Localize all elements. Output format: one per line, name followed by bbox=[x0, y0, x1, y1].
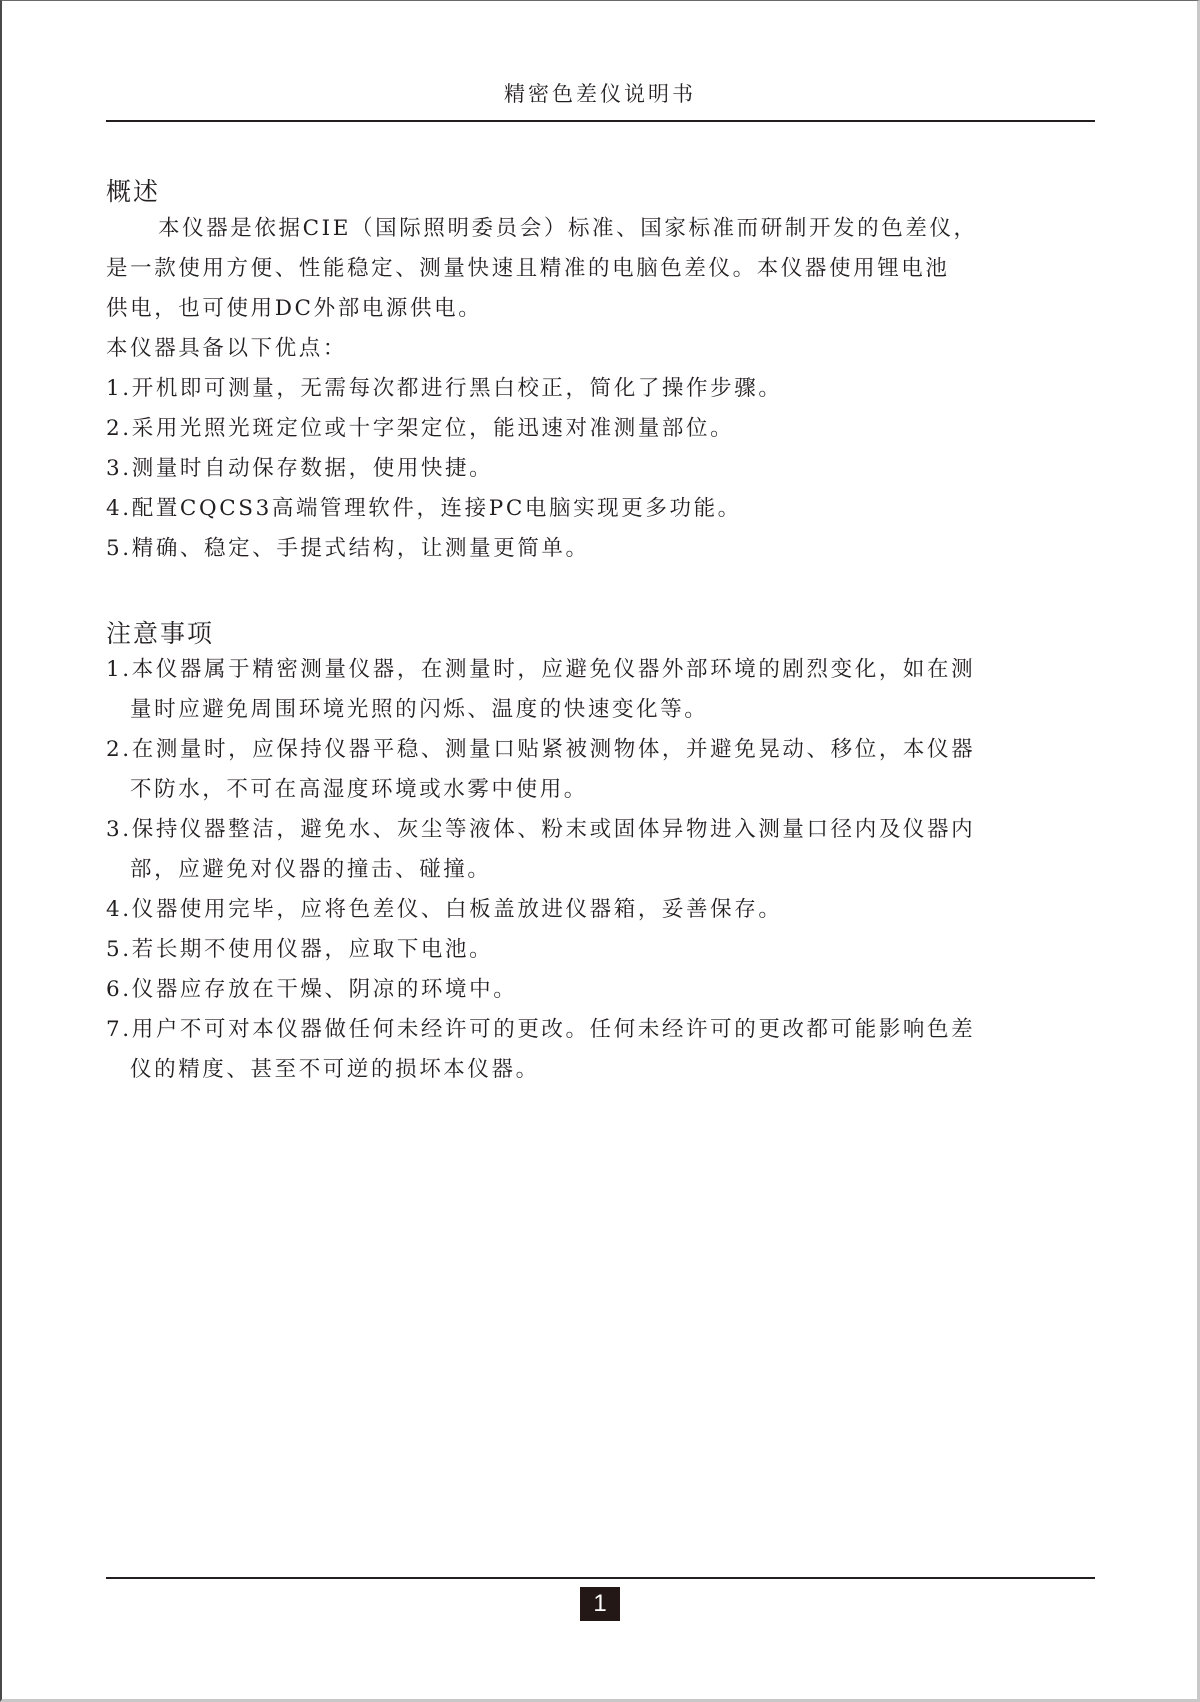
advantage-item: 2.采用光照光斑定位或十字架定位，能迅速对准测量部位。 bbox=[106, 416, 735, 441]
precautions-list bbox=[106, 650, 1096, 1090]
advantage-item: 4.配置CQCS3高端管理软件，连接PC电脑实现更多功能。 bbox=[106, 496, 742, 521]
precaution-item bbox=[106, 1010, 1096, 1090]
document-title: 精密色差仪说明书 bbox=[504, 82, 696, 106]
precaution-text-continued: 仪的精度、甚至不可逆的损坏本仪器。 bbox=[130, 1057, 540, 1082]
footer-divider bbox=[106, 1577, 1095, 1579]
precaution-text-continued: 量时应避免周围环境光照的闪烁、温度的快速变化等。 bbox=[130, 697, 709, 722]
precaution-item bbox=[106, 970, 1096, 1010]
precaution-text-continued: 部，应避免对仪器的撞击、碰撞。 bbox=[130, 857, 492, 882]
advantage-item: 3.测量时自动保存数据，使用快捷。 bbox=[106, 456, 494, 481]
advantages-label: 本仪器具备以下优点： bbox=[106, 336, 348, 361]
overview-body bbox=[106, 209, 1096, 569]
advantage-item: 1.开机即可测量，无需每次都进行黑白校正，简化了操作步骤。 bbox=[106, 376, 783, 401]
overview-intro-line: 本仪器是依据CIE（国际照明委员会）标准、国家标准而研制开发的色差仪， bbox=[158, 216, 978, 241]
precaution-item bbox=[106, 810, 1096, 890]
precaution-text: 7.用户不可对本仪器做任何未经许可的更改。任何未经许可的更改都可能影响色差 bbox=[106, 1017, 976, 1042]
precaution-item bbox=[106, 930, 1096, 970]
precaution-item bbox=[106, 730, 1096, 810]
precaution-text: 5.若长期不使用仪器，应取下电池。 bbox=[106, 937, 494, 962]
precaution-text: 2.在测量时，应保持仪器平稳、测量口贴紧被测物体，并避免晃动、移位，本仪器 bbox=[106, 737, 976, 762]
precaution-text: 6.仪器应存放在干燥、阴凉的环境中。 bbox=[106, 977, 518, 1002]
header-divider bbox=[106, 120, 1095, 122]
precaution-text: 3.保持仪器整洁，避免水、灰尘等液体、粉末或固体异物进入测量口径内及仪器内 bbox=[106, 817, 976, 842]
page-number-badge: 1 bbox=[580, 1587, 620, 1621]
precaution-text: 1.本仪器属于精密测量仪器，在测量时，应避免仪器外部环境的剧烈变化，如在测 bbox=[106, 657, 976, 682]
advantage-item: 5.精确、稳定、手提式结构，让测量更简单。 bbox=[106, 536, 590, 561]
overview-intro-line: 供电，也可使用DC外部电源供电。 bbox=[106, 296, 483, 321]
precaution-text-continued: 不防水，不可在高湿度环境或水雾中使用。 bbox=[130, 777, 588, 802]
precautions-heading: 注意事项 bbox=[106, 619, 215, 648]
precaution-text: 4.仪器使用完毕，应将色差仪、白板盖放进仪器箱，妥善保存。 bbox=[106, 897, 783, 922]
overview-heading: 概述 bbox=[106, 177, 161, 206]
precaution-item bbox=[106, 650, 1096, 730]
precaution-item bbox=[106, 890, 1096, 930]
overview-intro-line: 是一款使用方便、性能稳定、测量快速且精准的电脑色差仪。本仪器使用锂电池 bbox=[106, 256, 950, 281]
